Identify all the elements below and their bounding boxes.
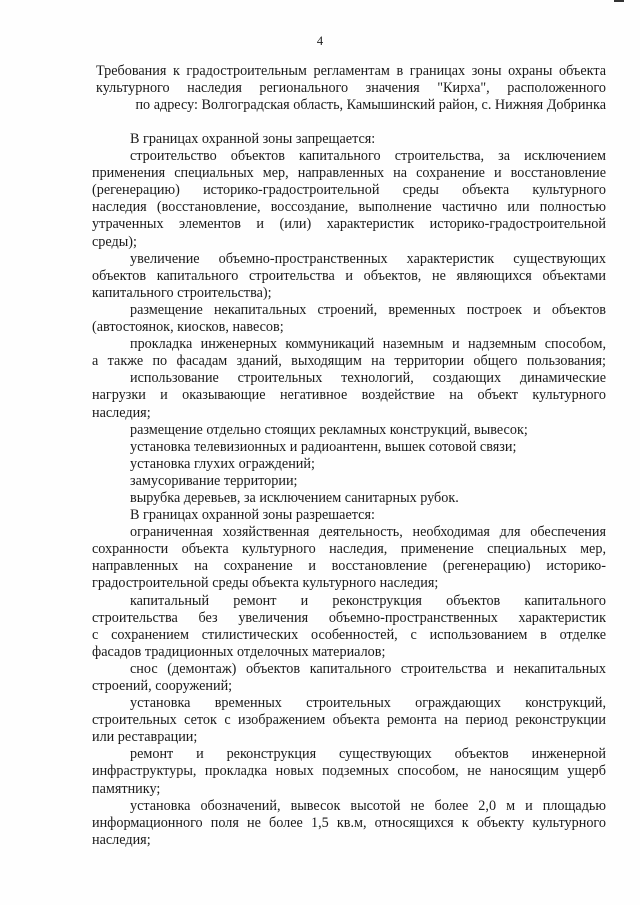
heading-line: Требования к градостроительным регламентам в границах зоны охраны объекта [96,63,606,79]
body-line: установка обозначений, вывесок высотой не более 2,0 м и площадью [130,797,606,814]
heading-line: культурного наследия регионального значения "Кирха", расположенного [96,80,606,96]
body-line: В границах охранной зоны разрешается: [130,507,375,524]
body-line: утраченных элементов и (или) характеристик историко-градостроительной [92,216,606,233]
document-heading [96,63,606,114]
body-line: замусоривание территории; [130,472,298,489]
body-line: ремонт и реконструкция существующих объектов инженерной [130,746,606,763]
body-line: инфраструктуры, прокладка новых подземных способом, не наносящим ущерб [92,763,606,780]
body-line: капитального строительства); [92,284,272,301]
body-line: наследия; [92,404,151,421]
body-line: или реставрации; [92,729,198,746]
body-line: установка глухих ограждений; [130,455,315,472]
body-line: ограниченная хозяйственная деятельность, необходимая для обеспечения [130,524,606,541]
body-line: памятнику; [92,780,161,797]
document-body [92,131,606,849]
body-line: вырубка деревьев, за исключением санитарных рубок. [130,489,459,506]
body-line: сохранности объекта культурного наследия, применение специальных мер, [92,541,606,558]
body-line: а также по фасадам зданий, выходящим на территории общего пользования; [92,353,606,370]
body-line: объектов капитального строительства и объектов, не являющихся объектами [92,267,606,284]
page-number: 4 [316,34,324,48]
body-line: наследия; [92,831,151,848]
heading-line: по адресу: Волгоградская область, Камышинский район, с. Нижняя Добринка [135,97,606,113]
body-line: капитальный ремонт и реконструкция объектов капитального [130,592,606,609]
body-line: направленных на сохранение и восстановление (регенерацию) историко- [92,558,606,575]
body-line: (регенерацию) историко-градостроительной среды объекта культурного [92,182,606,199]
body-line: применения специальных мер, направленных на сохранение и восстановление [92,165,606,182]
body-line: размещение отдельно стоящих рекламных конструкций, вывесок; [130,421,528,438]
body-line: использование строительных технологий, создающих динамические [130,370,606,387]
body-line: установка временных строительных ограждающих конструкций, [130,695,606,712]
body-line: нагрузки и оказывающие негативное воздействие на объект культурного [92,387,606,404]
body-line: снос (демонтаж) объектов капитального строительства и некапитальных [130,660,606,677]
scan-mark [614,0,624,2]
body-line: информационного поля не более 1,5 кв.м, относящихся к объекту культурного [92,814,606,831]
body-line: среды); [92,233,137,250]
body-line: прокладка инженерных коммуникаций наземным и надземным способом, [130,336,606,353]
body-line: (автостоянок, киосков, навесов; [92,319,284,336]
body-line: строительства без увеличения объемно-пространственных характеристик [92,609,606,626]
body-line: размещение некапитальных строений, временных построек и объектов [130,301,606,318]
body-line: В границах охранной зоны запрещается: [130,131,376,147]
body-line: увеличение объемно-пространственных характеристик существующих [130,250,606,267]
body-line: градостроительной среды объекта культурного наследия; [92,575,439,592]
body-line: фасадов традиционных отделочных материалов; [92,643,386,660]
body-line: строительство объектов капитального строительства, за исключением [130,148,606,165]
body-line: наследия (восстановление, воссоздание, выполнение частично или полностью [92,199,606,216]
body-line: строений, сооружений; [92,678,233,694]
body-line: строительных сеток с изображением объекта ремонта на период реконструкции [92,712,606,729]
body-line: с сохранением стилистических особенностей, с использованием в отделке [92,626,606,643]
body-line: установка телевизионных и радиоантенн, вышек сотовой связи; [130,438,517,455]
